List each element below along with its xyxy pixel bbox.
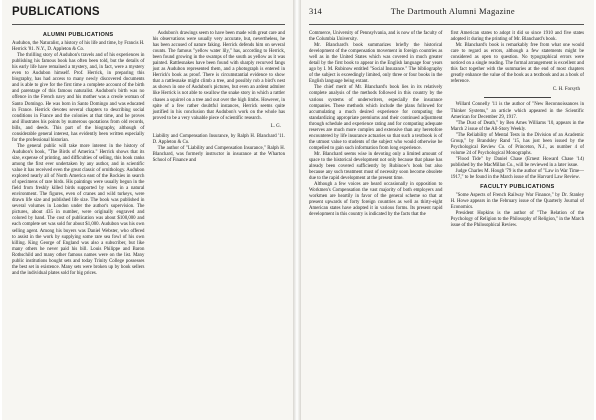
book-gutter (293, 0, 301, 420)
review-paragraph: Mr. Blanchard's book summarizes briefly the historical development of the compensation movement in foreign countries as well as in the United States which was covered in much greater detail by the first book to appear in the English language four years ago by I. M. Rubinow entitled "Social Insurance." The bibliography of the subject is exceedingly limited, only three or four books in the English language being extant. (309, 43, 443, 85)
review-signature: L. G. (270, 123, 281, 129)
right-column-2 (451, 31, 584, 229)
review-paragraph: The chief merit of Mr. Blanchard's book lies in its relatively complete analysis of the methods followed in this country by the various systems of underwriters, especially the insurance companies. These methods which include the plans followed for accumulating a much desired experience for computing the standardizing appropriate premiums and their continued adjustment through schedule and experience rating and for computing adequate reserves are much more complex and extensive than any heretofore encountered by life insurance actuaries so that such a textbook is of the utmost value to students of the subject who would otherwise be compelled to gain such information from long experience. (309, 85, 443, 151)
left-page (2, 0, 293, 420)
page-header: PUBLICATIONS (12, 6, 100, 18)
page-number: 314 (309, 6, 322, 16)
note-paragraph: "The Reliability of Mental Tests in the Division of an Academic Group," by Brandsley Rand '15, has just been issued by the Psychological Review Co. of Princeton, N.J., as number 4 of volume 24 of Psychological Monographs. (450, 132, 584, 156)
review-paragraph: The general public will take more interest in the history of Audubon's book, "The Birds of America." Herrick shows that its size, expense of printing, and difficulties of selling, this book ranks among the first ever undertaken by any author, and in scientific value it has received even the great classic of ornithology. Audubon explored nearly all of North America east of the Rockies in search of specimens of rare birds. His paintings were usually begun in the field from freshly killed birds supported by wires in a natural environment. The figures, even of cranes and wild turkeys, were drawn life size and published life size. The book was published in several volumes in London under the author's supervision. The pictures, about 435 in number, were originally engraved and colored by hand. The cost of publication was about $100,000 and each complete set was sold for about $1,000. Audubon was his own selling agent. Among his buyers was Daniel Webster, who offered to assist in the work by supplying some rare sea fowl of his own killing. King George of England was also a subscriber, but like many others he never paid his bill. Louis Philippe and Baron Rothschild and many other famous names were on the list. Many public institutions bought sets and today Trinity College possesses the best set in existence. Many sets were broken up by book sellers and the individual plates sold for big prices. (12, 143, 145, 276)
faculty-paragraph: "Some Aspects of French Railway War Finance," by Dr. Stanley H. Howe appears in the February issue of the Quarterly Journal of Economics. (450, 193, 584, 211)
note-paragraph: "The Dust of Death," by Ben Ames Williams '10, appears in the March 2 issue of the All-Story Weekly. (450, 120, 584, 132)
right-running-head (309, 6, 584, 25)
review-heading: Audubon, the Naturalist, a history of his life and time, by Francis H. Herrick '81. N.Y., D. Appleton & Co. (12, 41, 145, 53)
faculty-paragraph: President Hopkins is the author of "The Relation of the Psychology of Religion to the Philosophy of Religion," in the March issue of the Philosophical Review. (450, 211, 584, 229)
review-paragraph: Mr. Blanchard's book is remarkably free from what one would care to regard as errors, although a few statements might be considered as open to question. No typographical errors were noticed on a single reading. The formal arrangement is excellent and this fact together with the summaries at the end of most chapters greatly enhance the value of the book as a textbook and as a book of reference. (450, 43, 584, 85)
review-signature: C. H. Forsyth (552, 87, 580, 93)
review-paragraph: Although a few voices are heard occasionally in opposition to Workmen's Compensation the vast majority of both employers and workmen are heartily in favor of the general scheme so that at present upwards of forty foreign countries as well as thirty-eight American states have adopted it in various forms. Its present rapid development in this country is indicated by the facts that the (309, 182, 443, 218)
divider (484, 97, 551, 98)
left-running-head (12, 6, 285, 25)
review-heading: Liability and Compensation Insurance, by Ralph H. Blanchard '11. D. Appleton & Co. (152, 133, 285, 145)
review-paragraph: The author of "Liability and Compensation Insurance," Ralph H. Blanchard, was formerly instructor in insurance at the Wharton School of Finance and (152, 145, 285, 163)
magazine-title: The Dartmouth Alumni Magazine (390, 6, 515, 16)
review-paragraph: first American states to adopt it did so since 1910 and five states adopted it during the printing of Mr. Blanchard's book. (450, 31, 584, 43)
left-column-1 (12, 31, 144, 277)
note-paragraph: "Flood Tide" by Daniel Chase (Ernest Howard Chase '14) published by the MacMillan Co., will be reviewed in a later issue. (450, 156, 584, 168)
right-columns (309, 31, 584, 229)
review-paragraph: The thrilling story of Audubon's travels and of his experiences in publishing his famous book has often been told, but the details of his early life have remained a mystery, and, in fact, were a mystery even to Audubon himself. Prof. Herrick, in preparing this biography, has had access to many newly discovered documents and is able to give for the first time a complete account of the birth and parentage of this famous naturalist. Audubon's birth was no offence in the French navy and his mother was a creole woman of Santo Domingo. He was born in Santo Domingo and was educated in France. Herrick devotes several chapters to describing social conditions in France and the colonies at that time, and he proves and illustrates his points by numerous quotations from old records, bills, and deeds. This part of the biography, although of considerable general interest, has evidently been written especially for the professional historian. (12, 53, 145, 143)
review-paragraph: Commerce, University of Pennsylvania, and is now of the faculty of the Columbia University. (309, 31, 443, 43)
faculty-section-title: FACULTY PUBLICATIONS (480, 184, 555, 191)
left-column-2 (153, 31, 285, 277)
left-columns (12, 31, 285, 277)
review-paragraph: Mr. Blanchard seems wise in devoting only a limited amount of space to the historical development not only because that phase has already been covered sufficiently by Rubinow's book but also because any such treatment must of necessity soon become obsolete due to the rapid development at the present time. (309, 151, 443, 182)
right-page (301, 0, 594, 420)
note-paragraph: Judge Charles M. Hough '79 is the author of "Law in War Time—1917," to be found in the March issue of the Harvard Law Review. (450, 168, 584, 181)
right-column-1 (309, 31, 442, 229)
note-paragraph: Willard Connelly '11 is the author of "New Reconnoissances in Thinker Systems," an article which appeared in the Scientific American for December 29, 1917. (450, 102, 584, 120)
review-paragraph: Audubon's drawings seem to have been made with great care and his observations were usually very accurate, but, nevertheless, he has been accused of nature faking. Herrick defends him on several counts. The famous "yellow water lily," has, according to Herrick, been found growing in the swamps of the south as yellow as it was painted. Rattlesnakes have been found with sharply recurved fangs just as Audubon represented them, and a photograph is entered in Herrick's book as proof. There is circumstantial evidence to show that a rattlesnake might climb a tree, and possibly rob a bird's nest as shown in one of Audubon's pictures, but even an ardent admirer like Herrick is not able to swallow the snake story in which a rattler chases a squirrel on a tree and out over the high limbs. However, in spite of a few rather doubtful instances, Herrick seems quite justified in his conclusion that Audubon's work on the whole has proved to be a very valuable piece of scientific research. (152, 31, 285, 121)
section-title: ALUMNI PUBLICATIONS (42, 32, 114, 38)
